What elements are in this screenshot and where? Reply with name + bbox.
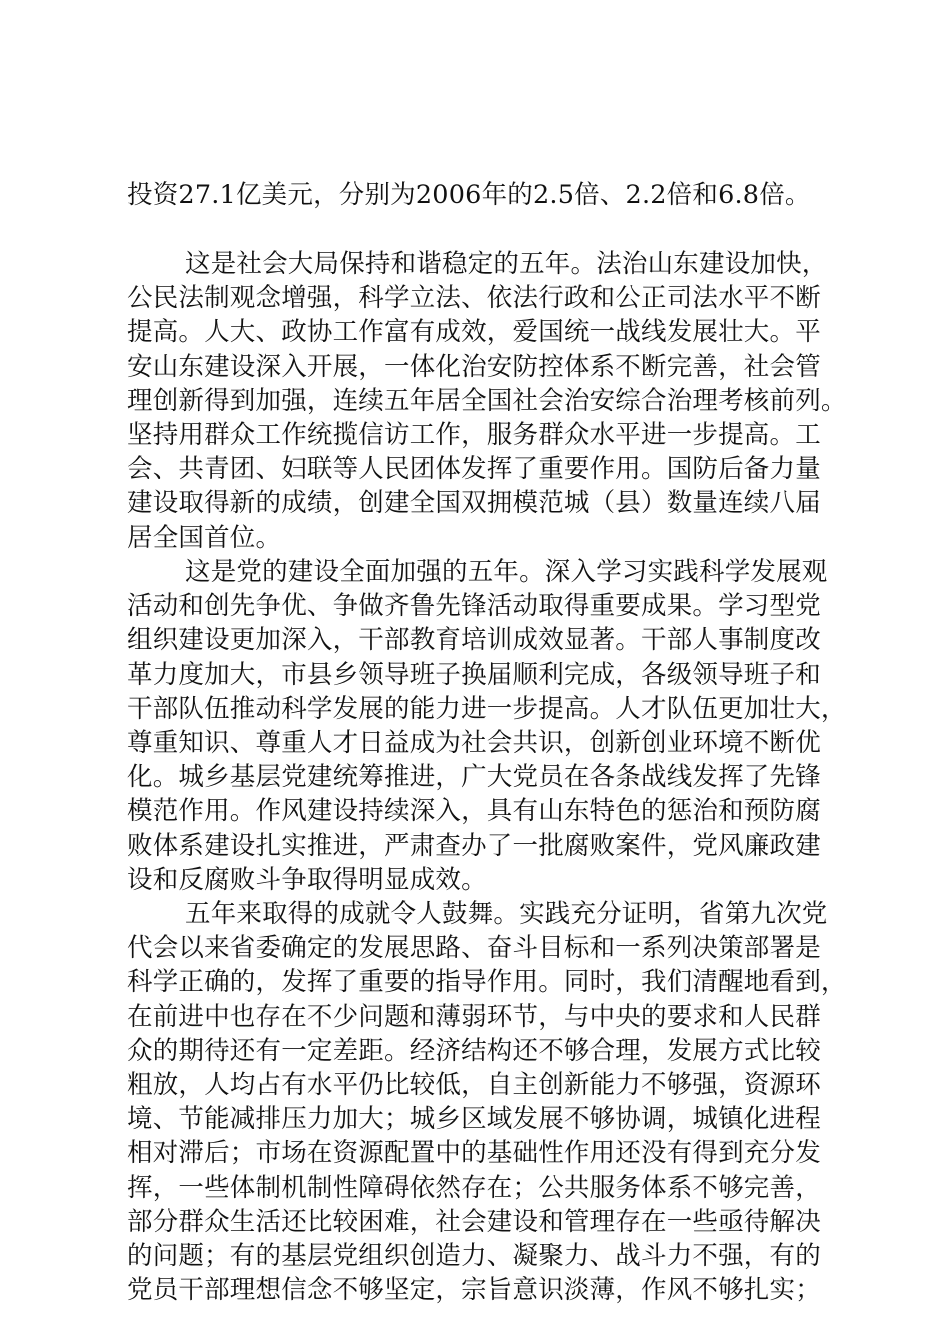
text-line: 安山东建设深入开展，一体化治安防控体系不断完善，社会管 <box>127 351 821 382</box>
text-line: 败体系建设扎实推进，严肃查办了一批腐败案件，党风廉政建 <box>127 830 821 861</box>
text-line: 提高。人大、政协工作富有成效，爱国统一战线发展壮大。平 <box>127 317 821 348</box>
text-line: 活动和创先争优、争做齐鲁先锋活动取得重要成果。学习型党 <box>127 591 821 622</box>
text-line: 这是党的建设全面加强的五年。深入学习实践科学发展观 <box>185 557 828 587</box>
text-line: 理创新得到加强，连续五年居全国社会治安综合治理考核前列。 <box>127 385 847 416</box>
text-line: 化。城乡基层党建统筹推进，广大党员在各条战线发挥了先锋 <box>127 762 821 793</box>
text-line: 坚持用群众工作统揽信访工作，服务群众水平进一步提高。工 <box>127 419 821 450</box>
text-line: 会、共青团、妇联等人民团体发挥了重要作用。国防后备力量 <box>127 454 821 485</box>
text-line: 粗放，人均占有水平仍比较低，自主创新能力不够强，资源环 <box>127 1069 821 1100</box>
text-line: 公民法制观念增强，科学立法、依法行政和公正司法水平不断 <box>127 283 821 314</box>
text-line: 代会以来省委确定的发展思路、奋斗目标和一系列决策部署是 <box>127 933 821 964</box>
text-line: 组织建设更加深入，干部教育培训成效显著。干部人事制度改 <box>127 625 821 656</box>
paragraph-achievements-and-problems <box>127 897 847 1307</box>
paragraph-social-stability <box>127 247 847 555</box>
text-line: 在前进中也存在不少问题和薄弱环节，与中央的要求和人民群 <box>127 1001 821 1032</box>
text-line: 这是社会大局保持和谐稳定的五年。法治山东建设加快， <box>185 249 828 279</box>
text-line: 党员干部理想信念不够坚定，宗旨意识淡薄，作风不够扎实； <box>127 1275 821 1306</box>
text-line: 革力度加大，市县乡领导班子换届顺利完成，各级领导班子和 <box>127 659 821 690</box>
text-line: 境、节能减排压力加大；城乡区域发展不够协调，城镇化进程 <box>127 1104 821 1135</box>
text-line: 居全国首位。 <box>127 522 282 553</box>
text-line: 众的期待还有一定差距。经济结构还不够合理，发展方式比较 <box>127 1035 821 1066</box>
text-line: 的问题；有的基层党组织创造力、凝聚力、战斗力不强，有的 <box>127 1240 821 1271</box>
text-line: 投资27.1亿美元，分别为2006年的2.5倍、2.2倍和6.8倍。 <box>127 180 811 210</box>
text-line: 五年来取得的成就令人鼓舞。实践充分证明，省第九次党 <box>185 899 828 929</box>
text-line: 相对滞后；市场在资源配置中的基础性作用还没有得到充分发 <box>127 1138 821 1169</box>
text-line: 尊重知识、尊重人才日益成为社会共识，创新创业环境不断优 <box>127 727 821 758</box>
text-line: 模范作用。作风建设持续深入，具有山东特色的惩治和预防腐 <box>127 796 821 827</box>
text-line: 设和反腐败斗争取得明显成效。 <box>127 864 487 895</box>
paragraph-party-building <box>127 555 847 897</box>
text-line: 部分群众生活还比较困难，社会建设和管理存在一些亟待解决 <box>127 1206 821 1237</box>
text-line: 科学正确的，发挥了重要的指导作用。同时，我们清醒地看到， <box>127 967 847 998</box>
top-line <box>127 178 837 212</box>
text-line: 干部队伍推动科学发展的能力进一步提高。人才队伍更加壮大， <box>127 693 847 724</box>
text-line: 挥，一些体制机制性障碍依然存在；公共服务体系不够完善， <box>127 1172 821 1203</box>
text-line: 建设取得新的成绩，创建全国双拥模范城（县）数量连续八届 <box>127 488 821 519</box>
